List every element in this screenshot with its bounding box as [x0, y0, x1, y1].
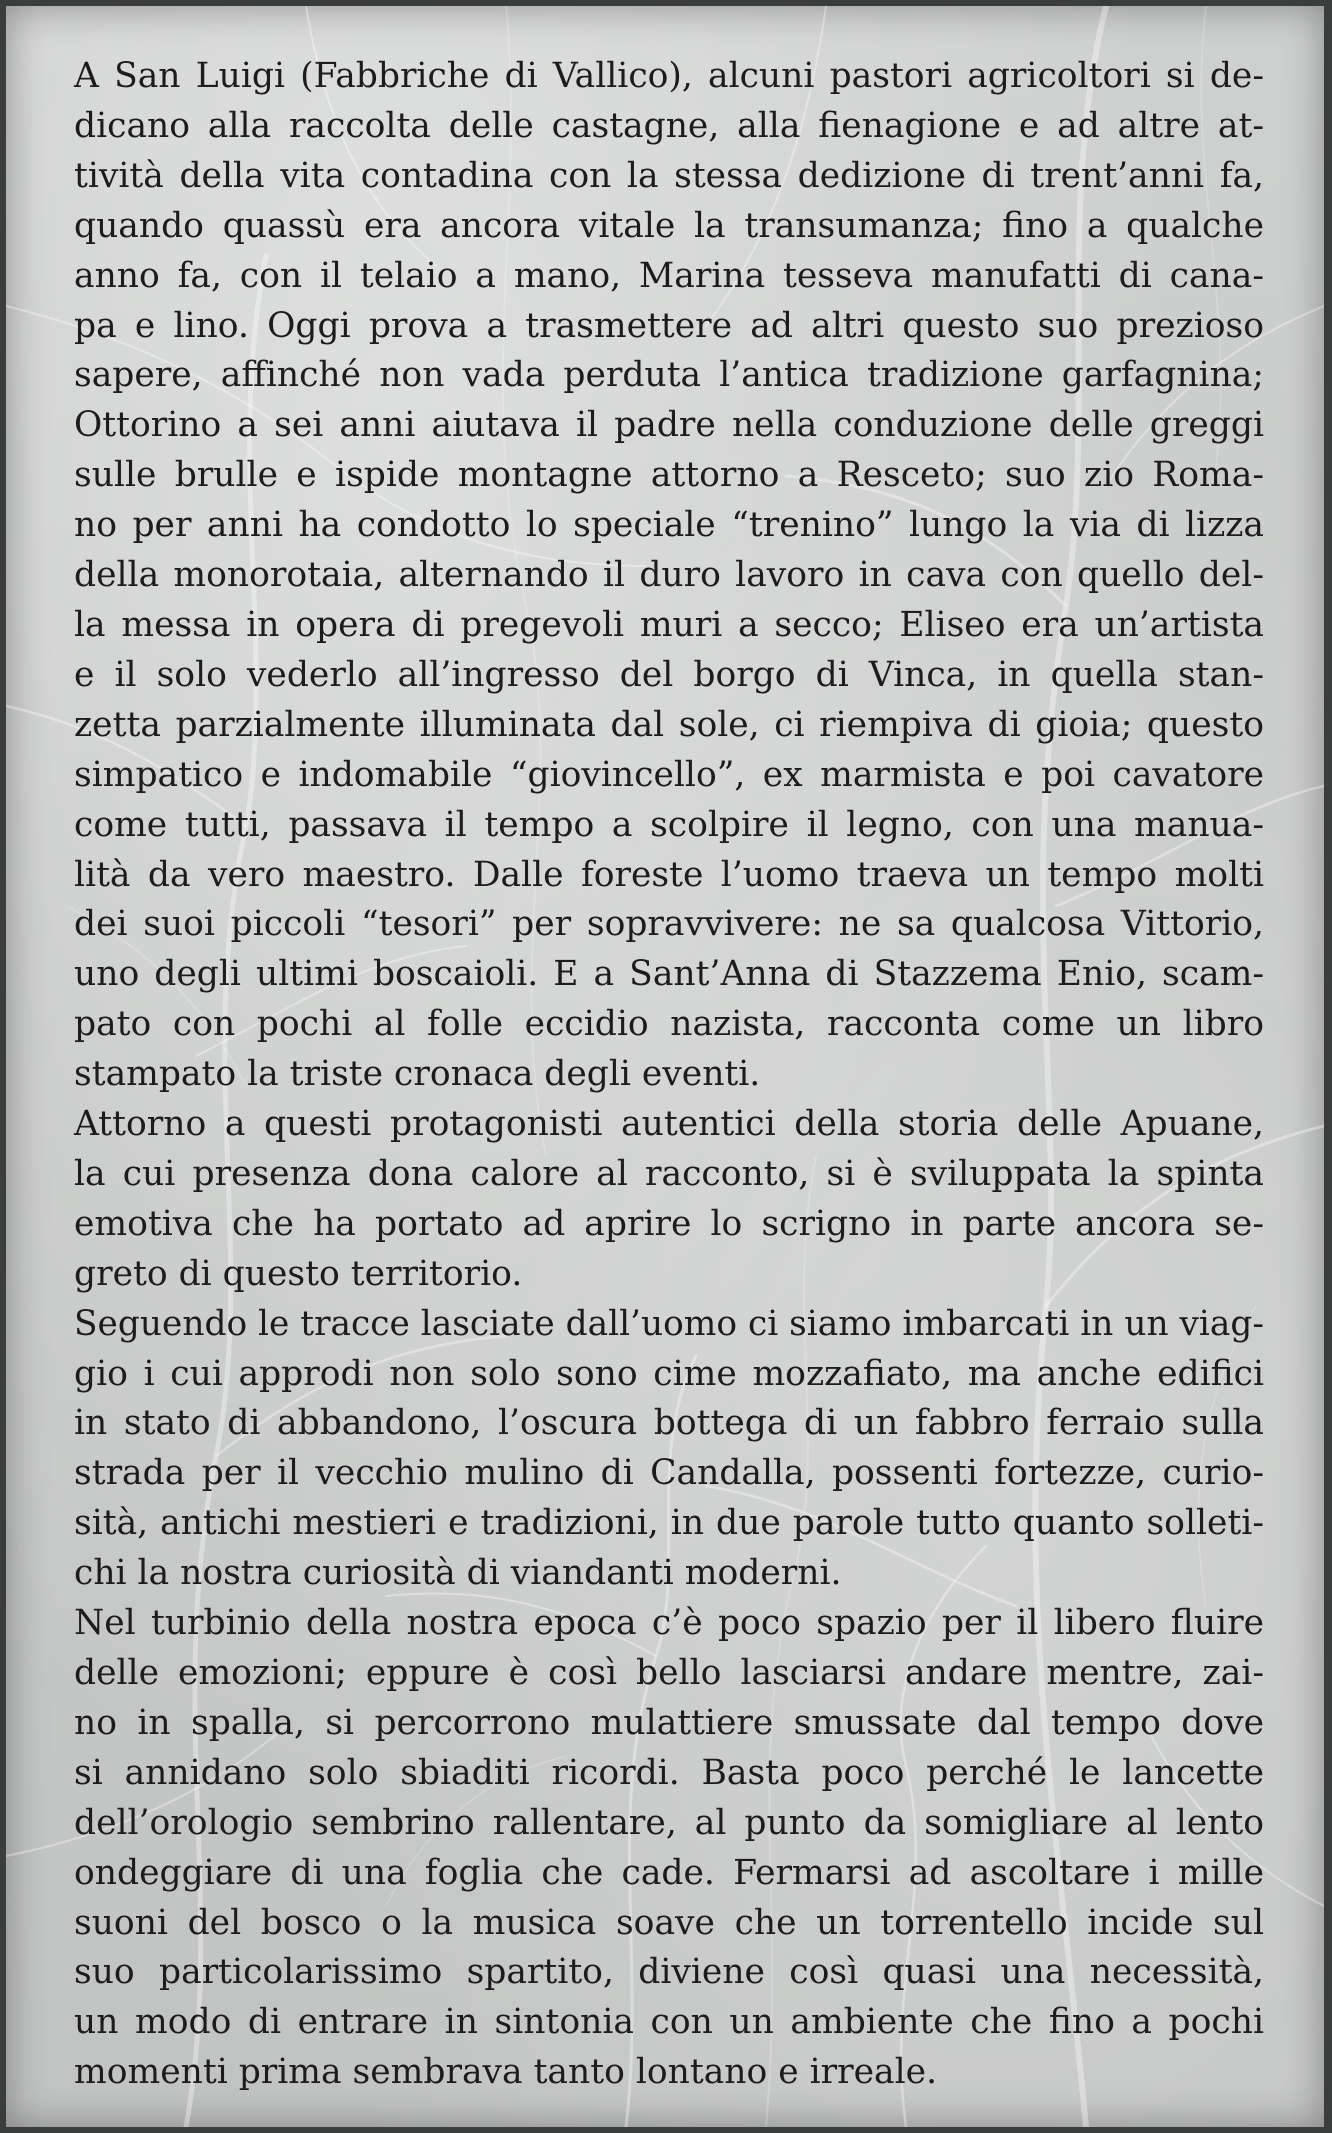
- text-line: delle emozioni; eppure è così bello lasciarsi andare mentre, zai-: [74, 1653, 1264, 1693]
- text-line: no in spalla, si percorrono mulattiere smussate dal tempo dove: [74, 1702, 1264, 1743]
- text-line: si annidano solo sbiaditi ricordi. Basta poco perché le lancette: [74, 1752, 1264, 1793]
- text-line: suoni del bosco o la musica soave che un torrentello incide sul: [74, 1902, 1264, 1943]
- text-line: chi la nostra curiosità di viandanti moderni.: [74, 1553, 842, 1594]
- text-line: dei suoi piccoli “tesori” per sopravvivere: ne sa qualcosa Vittorio,: [74, 904, 1264, 945]
- text-line: no per anni ha condotto lo speciale “trenino” lungo la via di lizza: [74, 505, 1264, 546]
- paragraph: [74, 1100, 1264, 1300]
- text-line: anno fa, con il telaio a mano, Marina tesseva manufatti di cana-: [74, 255, 1264, 296]
- paragraph: [74, 52, 1264, 1100]
- text-line: zetta parzialmente illuminata dal sole, ci riempiva di gioia; questo: [74, 704, 1264, 745]
- text-line: della monorotaia, alternando il duro lavoro in cava con quello del-: [74, 555, 1264, 596]
- text-line: Seguendo le tracce lasciate dall’uomo ci siamo imbarcati in un viag-: [74, 1303, 1264, 1344]
- text-line: pa e lino. Oggi prova a trasmettere ad altri questo suo prezioso: [74, 305, 1264, 346]
- text-line: sulle brulle e ispide montagne attorno a Resceto; suo zio Roma-: [74, 455, 1264, 496]
- text-line: momenti prima sembrava tanto lontano e irreale.: [74, 2052, 938, 2093]
- text-line: lità da vero maestro. Dalle foreste l’uomo traeva un tempo molti: [74, 854, 1264, 895]
- text-line: A San Luigi (Fabbriche di Vallico), alcuni pastori agricoltori si de-: [74, 56, 1264, 96]
- text-line: pato con pochi al folle eccidio nazista, racconta come un libro: [74, 1004, 1264, 1045]
- paragraph: [74, 1300, 1264, 1599]
- paragraph: [74, 1599, 1264, 2098]
- text-line: quando quassù era ancora vitale la transumanza; fino a qualche: [74, 205, 1264, 246]
- text-line: simpatico e indomabile “giovincello”, ex marmista e poi cavatore: [74, 754, 1264, 795]
- text-line: strada per il vecchio mulino di Candalla, possenti fortezze, curio-: [74, 1453, 1264, 1494]
- text-line: emotiva che ha portato ad aprire lo scrigno in parte ancora se-: [74, 1203, 1264, 1244]
- text-line: e il solo vederlo all’ingresso del borgo di Vinca, in quella stan-: [74, 654, 1264, 695]
- text-line: gio i cui approdi non solo sono cime mozzafiato, ma anche edifici: [74, 1353, 1264, 1394]
- body-text: [74, 52, 1264, 2098]
- text-line: ondeggiare di una foglia che cade. Fermarsi ad ascoltare i mille: [74, 1852, 1264, 1893]
- text-line: la messa in opera di pregevoli muri a secco; Eliseo era un’artista: [74, 604, 1264, 645]
- text-line: dell’orologio sembrino rallentare, al punto da somigliare al lento: [74, 1802, 1264, 1843]
- text-line: suo particolarissimo spartito, diviene così quasi una necessità,: [74, 1952, 1264, 1993]
- text-line: Ottorino a sei anni aiutava il padre nella conduzione delle greggi: [74, 405, 1264, 446]
- text-line: Attorno a questi protagonisti autentici della storia delle Apuane,: [74, 1104, 1264, 1145]
- text-line: in stato di abbandono, l’oscura bottega di un fabbro ferraio sulla: [74, 1403, 1264, 1444]
- text-line: uno degli ultimi boscaioli. E a Sant’Anna di Stazzema Enio, scam-: [74, 954, 1264, 995]
- text-line: dicano alla raccolta delle castagne, alla fienagione e ad altre at-: [74, 105, 1264, 146]
- text-line: tività della vita contadina con la stessa dedizione di trent’anni fa,: [74, 155, 1264, 196]
- text-line: la cui presenza dona calore al racconto, si è sviluppata la spinta: [74, 1153, 1264, 1194]
- text-line: stampato la triste cronaca degli eventi.: [74, 1054, 761, 1095]
- text-line: sità, antichi mestieri e tradizioni, in due parole tutto quanto solleti-: [74, 1503, 1264, 1544]
- text-line: Nel turbinio della nostra epoca c’è poco spazio per il libero fluire: [74, 1603, 1264, 1644]
- text-line: greto di questo territorio.: [74, 1253, 523, 1294]
- text-line: come tutti, passava il tempo a scolpire il legno, con una manua-: [74, 804, 1264, 845]
- page-background: [6, 6, 1324, 2127]
- text-line: sapere, affinché non vada perduta l’antica tradizione garfagnina;: [74, 355, 1264, 396]
- text-line: un modo di entrare in sintonia con un ambiente che fino a pochi: [74, 2002, 1264, 2043]
